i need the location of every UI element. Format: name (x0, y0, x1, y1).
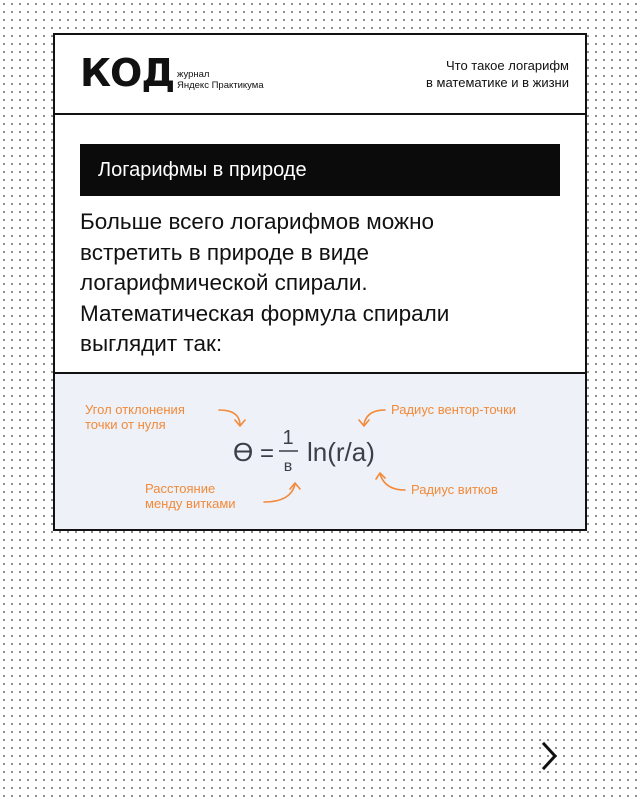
label-distance-line-2: менду витками (145, 496, 236, 511)
article-title (426, 57, 569, 91)
formula-equals: = (260, 440, 275, 467)
body-line-3: логарифмической спирали. (80, 270, 368, 295)
article-title-line-2: в математике и в жизни (426, 75, 569, 90)
formula-theta: ϴ (233, 437, 254, 467)
label-angle-line-2: точки от нуля (85, 417, 166, 432)
label-radius-vector: Радиус вентор-точки (391, 402, 517, 417)
formula-diagram (55, 374, 585, 529)
body-line-4: Математическая формула спирали (80, 300, 450, 326)
body-line-5: выглядит так: (80, 331, 223, 356)
label-distance-line-1: Расстояние (145, 481, 216, 496)
formula-panel (55, 372, 585, 529)
formula-denominator: в (283, 458, 293, 475)
body-line-2: встретить в природе в виде (80, 239, 369, 265)
logo-subtitle-line-2: Яндекс Практикума (177, 80, 264, 91)
article-title-line-1: Что такое логарифм (445, 58, 569, 73)
logo-subtitle-line-1: журнал (177, 69, 210, 80)
formula-log: ln(r/a) (307, 437, 375, 467)
arrow-distance (264, 484, 295, 502)
formula-numerator: 1 (282, 427, 294, 449)
logo: КОД (80, 51, 175, 95)
card-header (55, 35, 585, 115)
logo-subtitle (177, 69, 264, 91)
body-line-1: Больше всего логарифмов можно (80, 209, 435, 234)
chevron-right-icon[interactable] (537, 738, 561, 774)
body-paragraph (80, 207, 560, 360)
section-heading-bar (80, 144, 560, 196)
label-radius-turns: Радиус витков (411, 482, 498, 497)
section-heading: Логарифмы в природе (98, 159, 307, 181)
label-angle-line-1: Угол отклонения (85, 402, 185, 417)
content-card (53, 33, 587, 531)
